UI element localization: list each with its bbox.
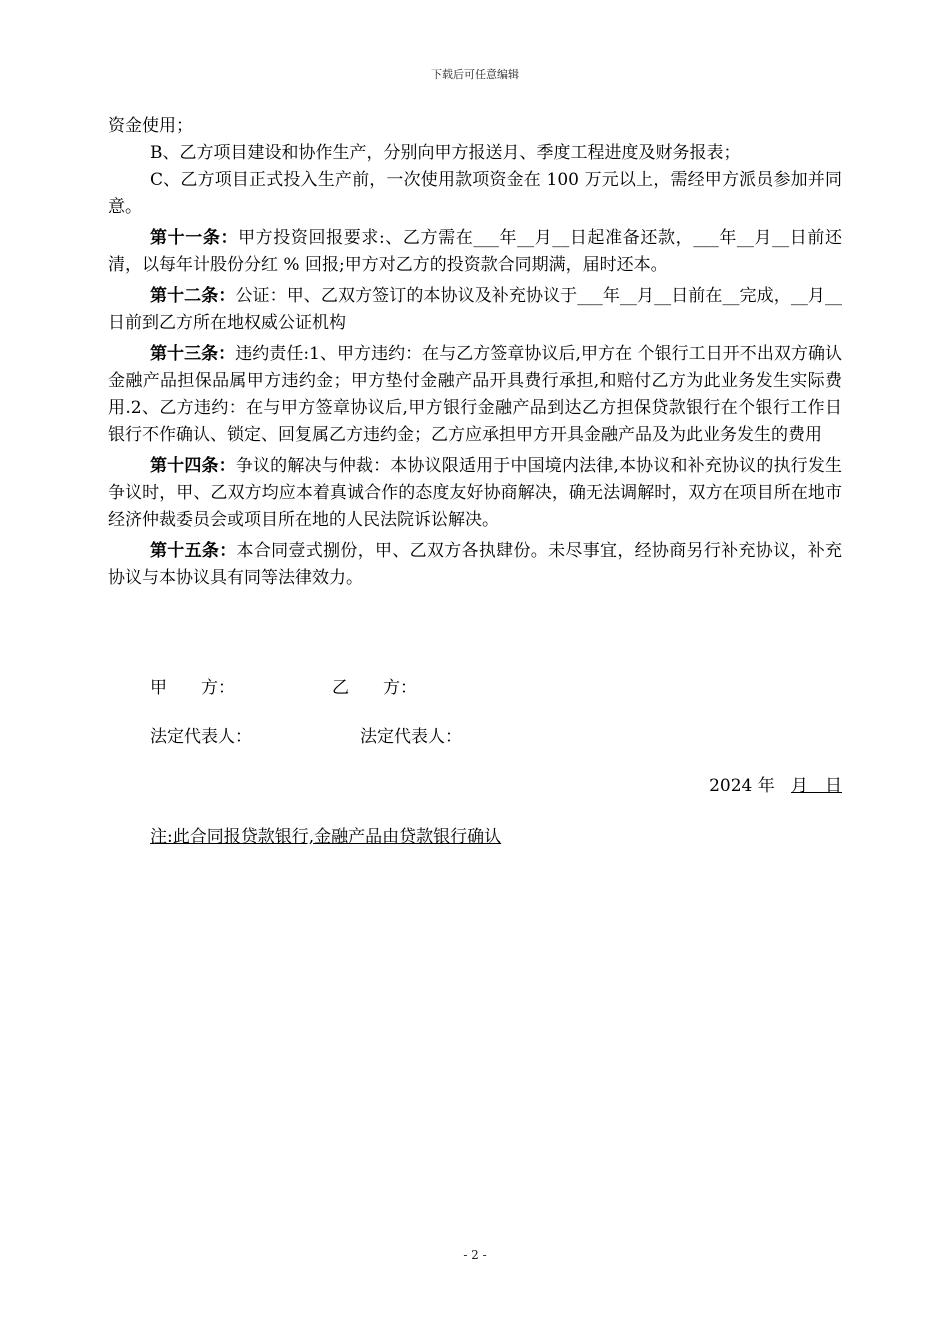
- paragraph-clause-b: B、乙方项目建设和协作生产，分别向甲方报送月、季度工程进度及财务报表；: [150, 143, 741, 163]
- article-15-text: 本合同壹式捌份，甲、乙双方各执肆份。未尽事宜，经协商另行补充协议，补充协议与本协议具有同等法律效力。: [108, 541, 843, 588]
- article-14-text: 争议的解决与仲裁：本协议限适用于中国境内法律,本协议和补充协议的执行发生争议时，甲、乙双方均应本着真诚合作的态度友好协商解决，确无法调解时，双方在项目所在地市经济仲裁委员会或项目所在地的人民法院诉讼解决。: [108, 456, 842, 530]
- party-a-representative-label: 法定代表人：: [150, 727, 252, 747]
- page-number: - 2 -: [463, 1248, 487, 1262]
- article-12-title: 第十二条：: [150, 286, 236, 306]
- article-12-text: 公证：甲、乙双方签订的本协议及补充协议于___年__月__日前在__完成，__月__日前到乙方所在地权威公证机构: [108, 286, 843, 333]
- page-header: 下载后可任意编辑: [431, 68, 519, 81]
- date-year: 2024 年: [709, 776, 775, 796]
- paragraph-funds-usage: 资金使用；: [108, 116, 193, 136]
- signing-date: [709, 773, 842, 800]
- article-15: [108, 538, 842, 592]
- contract-note: 注:此合同报贷款银行,金融产品由贷款银行确认: [150, 827, 502, 847]
- article-11-title: 第十一条：: [150, 228, 239, 248]
- article-12: [108, 283, 842, 337]
- party-b-representative-label: 法定代表人：: [360, 727, 462, 747]
- article-11: [108, 225, 842, 279]
- date-month-day: 月 日: [791, 776, 842, 796]
- article-13: [108, 341, 842, 449]
- article-13-text: 违约责任:1、甲方违约：在与乙方签章协议后,甲方在 个银行工日开不出双方确认金融产品担保品属甲方违约金；甲方垫付金融产品开具费行承担,和赔付乙方为此业务发生实际费用.2、乙方违约：在与甲方签章协议后,甲方银行金融产品到达乙方担保贷款银行在个银行工作日银行不作确认、锁定、回复属乙方违约金；乙方应承担甲方开具金融产品及为此业务发生的费用: [108, 344, 842, 445]
- article-11-text: 甲方投资回报要求:、乙方需在___年__月__日起准备还款，___年__月__日前还清，以每年计股份分红 % 回报;甲方对乙方的投资款合同期满，届时还本。: [108, 228, 842, 275]
- article-13-title: 第十三条：: [150, 344, 236, 364]
- article-14: [108, 453, 842, 534]
- party-a-label: 甲 方：: [150, 678, 235, 698]
- paragraph-clause-c: C、乙方项目正式投入生产前，一次使用款项资金在 100 万元以上，需经甲方派员参加并同意。: [108, 170, 842, 217]
- party-b-label: 乙 方：: [332, 678, 417, 698]
- article-14-title: 第十四条：: [150, 456, 236, 476]
- article-15-title: 第十五条：: [150, 541, 237, 561]
- contract-body: [108, 113, 842, 592]
